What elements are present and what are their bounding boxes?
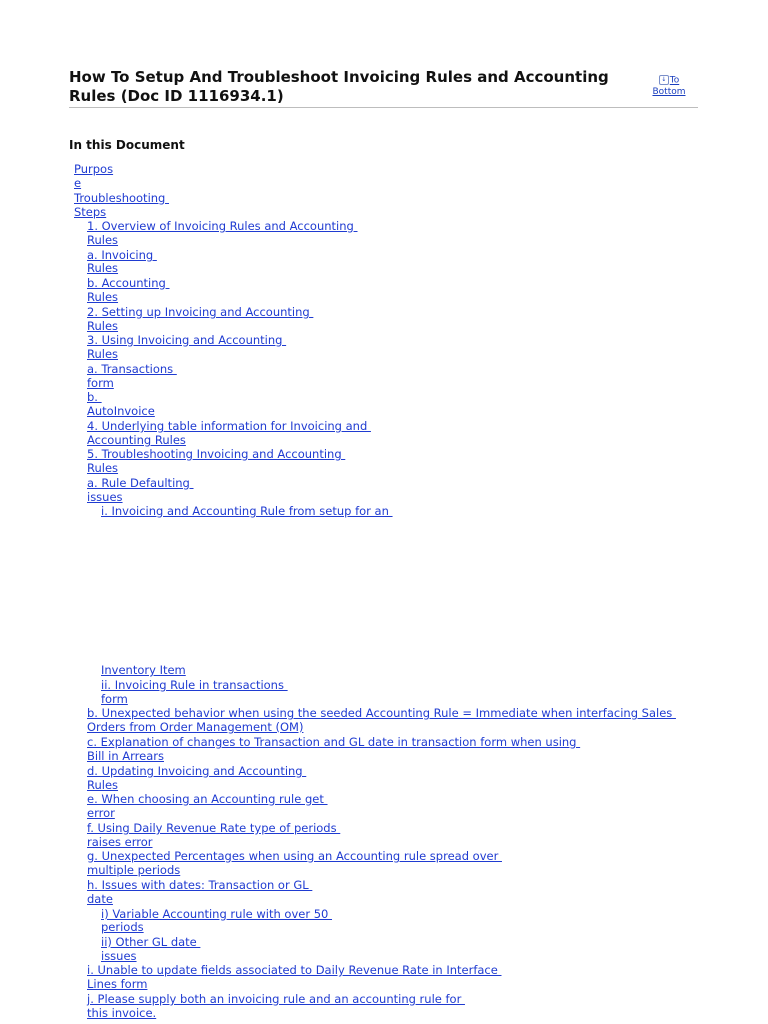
- toc-link-accounting-rules-line2[interactable]: Rules: [87, 290, 119, 304]
- toc-link-rule-defaulting-line1[interactable]: a. Rule Defaulting: [87, 476, 194, 490]
- toc-link-invoicing-rule-transactions-line2[interactable]: form: [101, 692, 128, 706]
- toc-link-supply-both-rules-line2[interactable]: this invoice.: [87, 1006, 157, 1020]
- toc-link-transactions-form-line1[interactable]: a. Transactions: [87, 362, 177, 376]
- arrow-down-icon: ↓: [659, 75, 669, 85]
- page-title: How To Setup And Troubleshoot Invoicing Rules and Accounting Rules (Doc ID 1116934.1): [69, 68, 609, 105]
- toc-link-unexpected-percentages-line2[interactable]: multiple periods: [87, 863, 181, 877]
- toc-link-variable-rule-periods-line1[interactable]: i) Variable Accounting rule with over 50: [101, 907, 333, 921]
- toc-link-inventory-item-rule-line2[interactable]: Inventory Item: [101, 663, 186, 677]
- toc-link-accounting-rules-line1[interactable]: b. Accounting: [87, 276, 170, 290]
- toc-link-using-rules-line1[interactable]: 3. Using Invoicing and Accounting: [87, 333, 287, 347]
- toc-link-autoinvoice-line2[interactable]: AutoInvoice: [87, 404, 155, 418]
- toc-link-daily-revenue-rate-error-line2[interactable]: raises error: [87, 835, 153, 849]
- toc-link-autoinvoice-line1[interactable]: b.: [87, 390, 102, 404]
- toc-link-overview-line1[interactable]: 1. Overview of Invoicing Rules and Accounting: [87, 219, 358, 233]
- toc-link-rule-defaulting-line2[interactable]: issues: [87, 490, 123, 504]
- toc-link-interface-lines-form-line1[interactable]: i. Unable to update fields associated to Daily Revenue Rate in Interface: [87, 963, 502, 977]
- toc-link-purpose-line2[interactable]: e: [74, 176, 82, 190]
- section-heading: In this Document: [69, 138, 185, 152]
- toc-link-updating-rules-line1[interactable]: d. Updating Invoicing and Accounting: [87, 764, 307, 778]
- toc-link-choosing-rule-error-line2[interactable]: error: [87, 806, 115, 820]
- toc-link-troubleshooting-steps-line1[interactable]: Troubleshooting: [74, 191, 170, 205]
- toc-link-using-rules-line2[interactable]: Rules: [87, 347, 119, 361]
- toc-link-troubleshooting-steps-line2[interactable]: Steps: [74, 205, 107, 219]
- to-bottom-label-line1[interactable]: To: [669, 75, 680, 86]
- toc-link-immediate-rule-behavior-line1[interactable]: b. Unexpected behavior when using the seeded Accounting Rule = Immediate when interfacing Sales: [87, 706, 676, 720]
- toc-link-updating-rules-line2[interactable]: Rules: [87, 778, 119, 792]
- toc-link-daily-revenue-rate-error-line1[interactable]: f. Using Daily Revenue Rate type of periods: [87, 821, 341, 835]
- toc-link-troubleshooting-rules-line1[interactable]: 5. Troubleshooting Invoicing and Accounting: [87, 447, 346, 461]
- toc-link-interface-lines-form-line2[interactable]: Lines form: [87, 977, 148, 991]
- toc-link-unexpected-percentages-line1[interactable]: g. Unexpected Percentages when using an Accounting rule spread over: [87, 849, 502, 863]
- toc-link-underlying-tables-line2[interactable]: Accounting Rules: [87, 433, 186, 447]
- toc-link-date-issues-line1[interactable]: h. Issues with dates: Transaction or GL: [87, 878, 313, 892]
- toc-link-bill-in-arrears-line2[interactable]: Bill in Arrears: [87, 749, 164, 763]
- toc-link-date-issues-line2[interactable]: date: [87, 892, 113, 906]
- toc-link-variable-rule-periods-line2[interactable]: periods: [101, 920, 144, 934]
- toc-link-supply-both-rules-line1[interactable]: j. Please supply both an invoicing rule and an accounting rule for: [87, 992, 465, 1006]
- toc-link-overview-line2[interactable]: Rules: [87, 233, 119, 247]
- toc-link-immediate-rule-behavior-line2[interactable]: Orders from Order Management (OM): [87, 720, 304, 734]
- toc-link-bill-in-arrears-line1[interactable]: c. Explanation of changes to Transaction and GL date in transaction form when using: [87, 735, 581, 749]
- toc-link-choosing-rule-error-line1[interactable]: e. When choosing an Accounting rule get: [87, 792, 328, 806]
- toc-link-purpose-line1[interactable]: Purpos: [74, 162, 114, 176]
- toc-link-troubleshooting-rules-line2[interactable]: Rules: [87, 461, 119, 475]
- toc-link-other-gl-date-line2[interactable]: issues: [101, 949, 137, 963]
- toc-link-other-gl-date-line1[interactable]: ii) Other GL date: [101, 935, 201, 949]
- toc-link-setting-up-line2[interactable]: Rules: [87, 319, 119, 333]
- toc-link-transactions-form-line2[interactable]: form: [87, 376, 114, 390]
- toc-link-invoicing-rules-line2[interactable]: Rules: [87, 261, 119, 275]
- toc-link-invoicing-rules-line1[interactable]: a. Invoicing: [87, 248, 157, 262]
- to-bottom-label-line2[interactable]: Bottom: [652, 86, 686, 97]
- toc-link-setting-up-line1[interactable]: 2. Setting up Invoicing and Accounting: [87, 305, 314, 319]
- toc-link-underlying-tables-line1[interactable]: 4. Underlying table information for Invoicing and: [87, 419, 371, 433]
- toc-link-invoicing-rule-transactions-line1[interactable]: ii. Invoicing Rule in transactions: [101, 678, 288, 692]
- toc-link-inventory-item-rule-line1[interactable]: i. Invoicing and Accounting Rule from setup for an: [101, 504, 393, 518]
